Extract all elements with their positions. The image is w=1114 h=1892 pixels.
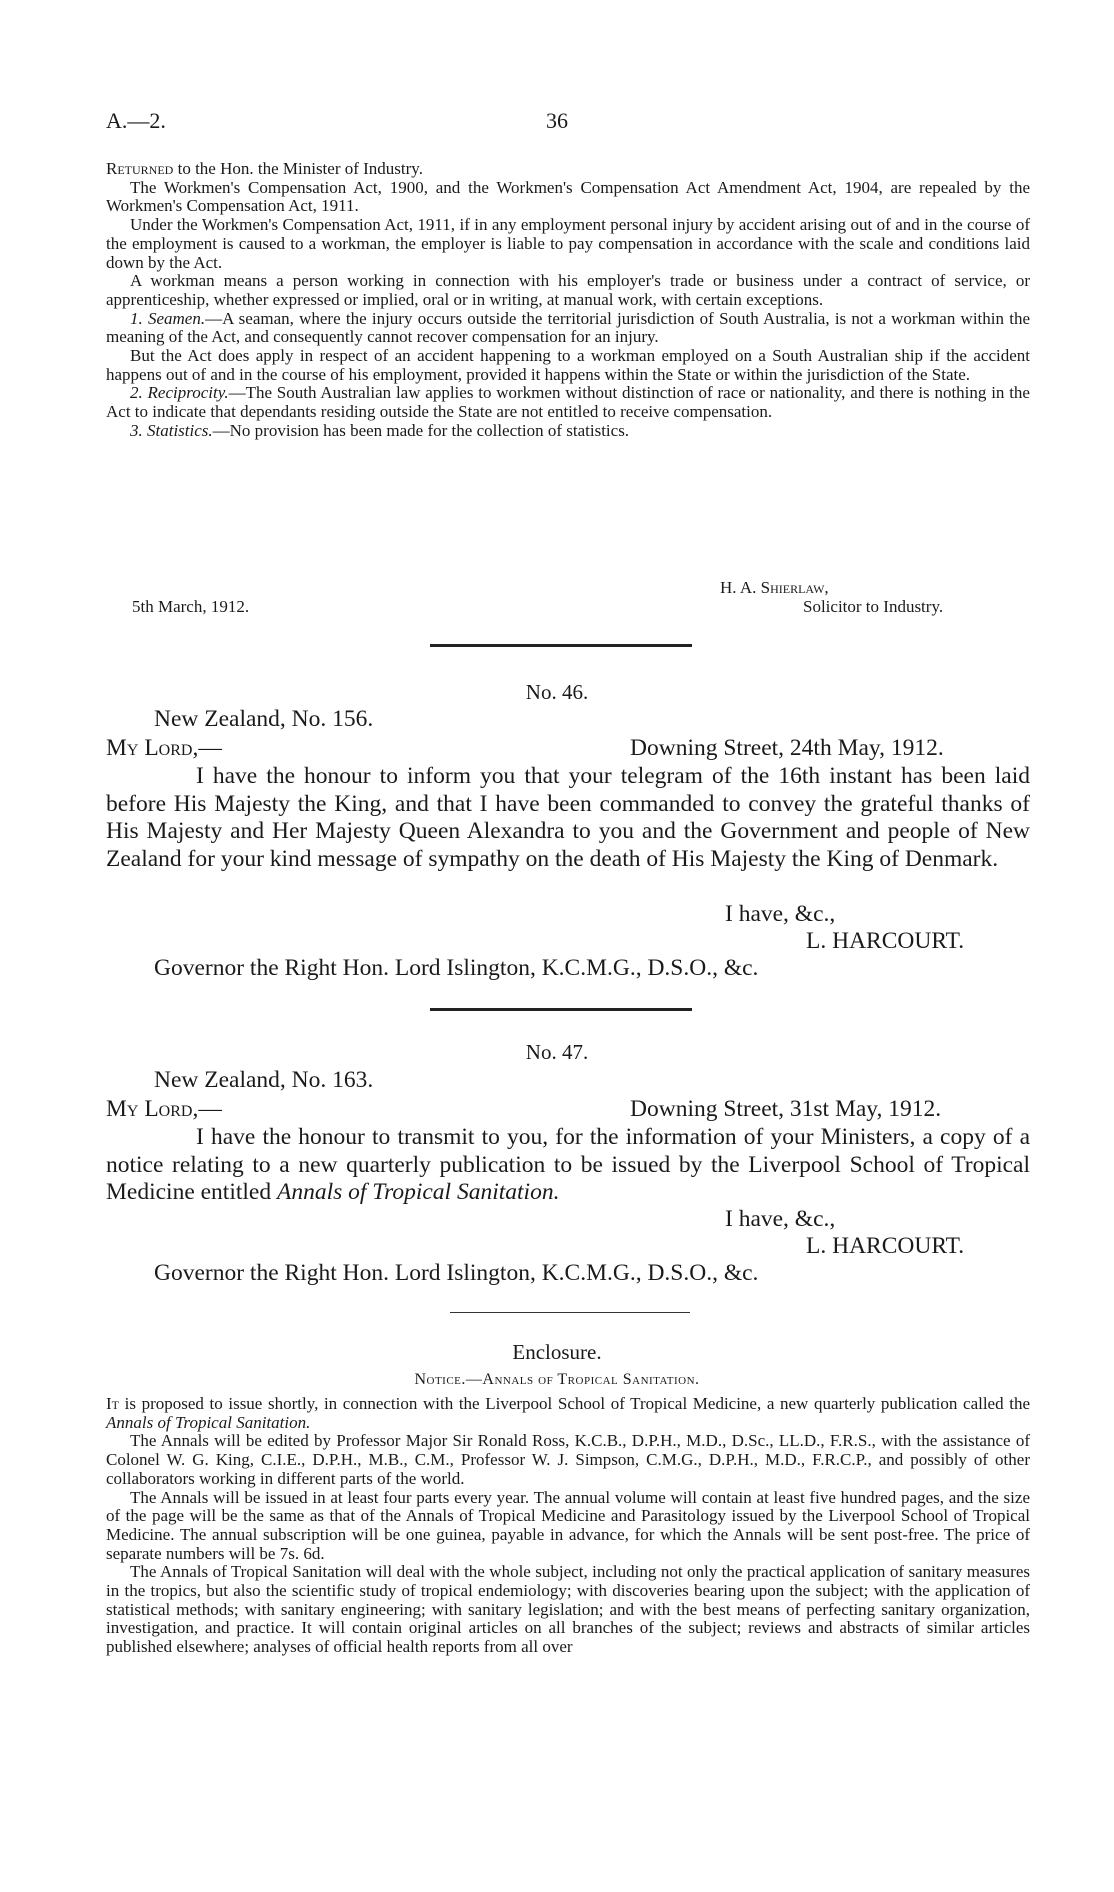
letter-body: I have the honour to transmit to you, for the information of your Ministers, a copy of a notice relating to a new quarterly publication to be issued by the Liverpool School of Tropical Medicine entitled Annals of Tropical Sanitation. [106, 1124, 1030, 1205]
letter-salutation: My Lord,— [106, 735, 222, 761]
section-divider [430, 1008, 692, 1011]
enclosure-body [106, 1395, 1030, 1657]
page-number: 36 [546, 108, 568, 133]
page-header [106, 108, 1008, 138]
enclosure-paragraph: The Annals will be edited by Professor Major Sir Ronald Ross, K.C.B., D.P.H., M.D., D.Sc., LL.D., F.R.S., with the assistance of Colonel W. G. King, C.I.E., D.P.H., M.B., C.M., Professor W. J. Simpson, C.M.G., D.P.H., M.D., F.R.C.P., and possibly of other collaborators working in different parts of the world. [106, 1431, 1030, 1488]
letter-number: No. 47. [525, 1040, 589, 1064]
memo-item-reciprocity: 2. Reciprocity.—The South Australian law applies to workmen without distinction of race or nationality, and there is nothing in the Act to indicate that dependants residing outside the State are not entitled to receive compensation. [106, 383, 1030, 422]
enclosure-heading: Enclosure. [512, 1340, 602, 1364]
letter-signature: L. HARCOURT. [806, 1233, 965, 1259]
letter-place-date: Downing Street, 24th May, 1912. [630, 735, 944, 761]
memo-signatory: H. A. Shierlaw, [720, 578, 829, 597]
letter-body: I have the honour to inform you that your telegram of the 16th instant has been laid before His Majesty the King, and that I have been commanded to convey the grateful thanks of His Majesty and Her Majesty Queen Alexandra to you and the Government and people of New Zealand for your kind message of sympathy on the death of His Majesty the King of Denmark. [106, 763, 1030, 872]
letter-salutation: My Lord,— [106, 1096, 222, 1122]
letter-place-date: Downing Street, 31st May, 1912. [630, 1096, 942, 1122]
letter-signature: L. HARCOURT. [806, 928, 965, 954]
letter-addressee: Governor the Right Hon. Lord Islington, K.C.M.G., D.S.O., &c. [154, 1260, 759, 1286]
memo-item-seamen: 1. Seamen.—A seaman, where the injury occurs outside the territorial jurisdiction of South Australia, is not a workman within the meaning of the Act, and consequently cannot recover compensation for an injury. [106, 308, 1030, 347]
letter-reference: New Zealand, No. 163. [154, 1067, 374, 1093]
returned-memo [106, 160, 1030, 441]
letter-reference: New Zealand, No. 156. [154, 706, 374, 732]
memo-paragraph: But the Act does apply in respect of an accident happening to a workman employed on a South Australian ship if the accident happens out of and in the course of his employment, provided it happens within the State or within the jurisdiction of the State. [106, 346, 1030, 384]
enclosure-paragraph: The Annals will be issued in at least four parts every year. The annual volume will contain at least five hundred pages, and the size of the page will be the same as that of the Annals of Tropical Medicine and Parasitology issued by the Liverpool School of Tropical Medicine. The annual subscription will be one guinea, payable in advance, for which the Annals will be sent post-free. The price of separate numbers will be 7s. 6d. [106, 1487, 1030, 1563]
enclosure-paragraph: The Annals of Tropical Sanitation will deal with the whole subject, including not only the practical application of sanitary measures in the tropics, but also the scientific study of tropical endemiology; with discoveries bearing upon the subject; with the application of statistical methods; with sanitary engineering; with sanitary legislation; and with the best means of perfecting sanitary organization, investigation, and practice. It will contain original articles on all branches of the subject; reviews and abstracts of similar articles published elsewhere; analyses of official health reports from all over [106, 1562, 1030, 1657]
section-divider [450, 1312, 690, 1313]
memo-item-statistics: 3. Statistics.—No provision has been made for the collection of statistics. [130, 420, 630, 440]
memo-date: 5th March, 1912. [132, 597, 250, 616]
section-divider [430, 644, 692, 647]
letter-closing: I have, &c., [725, 901, 836, 927]
returned-intro: Returned to the Hon. the Minister of Industry. [106, 159, 423, 178]
memo-paragraph: The Workmen's Compensation Act, 1900, and the Workmen's Compensation Act Amendment Act, 1904, are repealed by the Workmen's Compensation Act, 1911. [106, 177, 1030, 216]
enclosure-paragraph: It is proposed to issue shortly, in connection with the Liverpool School of Tropical Medicine, a new quarterly publication called the Annals of Tropical Sanitation. [106, 1394, 1030, 1432]
letter-number: No. 46. [525, 680, 589, 704]
memo-signatory-title: Solicitor to Industry. [803, 597, 944, 616]
letter-addressee: Governor the Right Hon. Lord Islington, K.C.M.G., D.S.O., &c. [154, 955, 759, 981]
memo-paragraph: Under the Workmen's Compensation Act, 1911, if in any employment personal injury by accident arising out of and in the course of the employment is caused to a workman, the employer is liable to pay compensation in accordance with the scale and conditions laid down by the Act. [106, 215, 1030, 272]
letter-closing: I have, &c., [725, 1206, 836, 1232]
enclosure-subheading: Notice.—Annals of Tropical Sanitation. [414, 1371, 700, 1388]
document-reference: A.—2. [106, 108, 166, 133]
memo-paragraph: A workman means a person working in connection with his employer's trade or business under a contract of service, or apprenticeship, whether expressed or implied, oral or in writing, at manual work, with certain exceptions. [106, 271, 1030, 309]
